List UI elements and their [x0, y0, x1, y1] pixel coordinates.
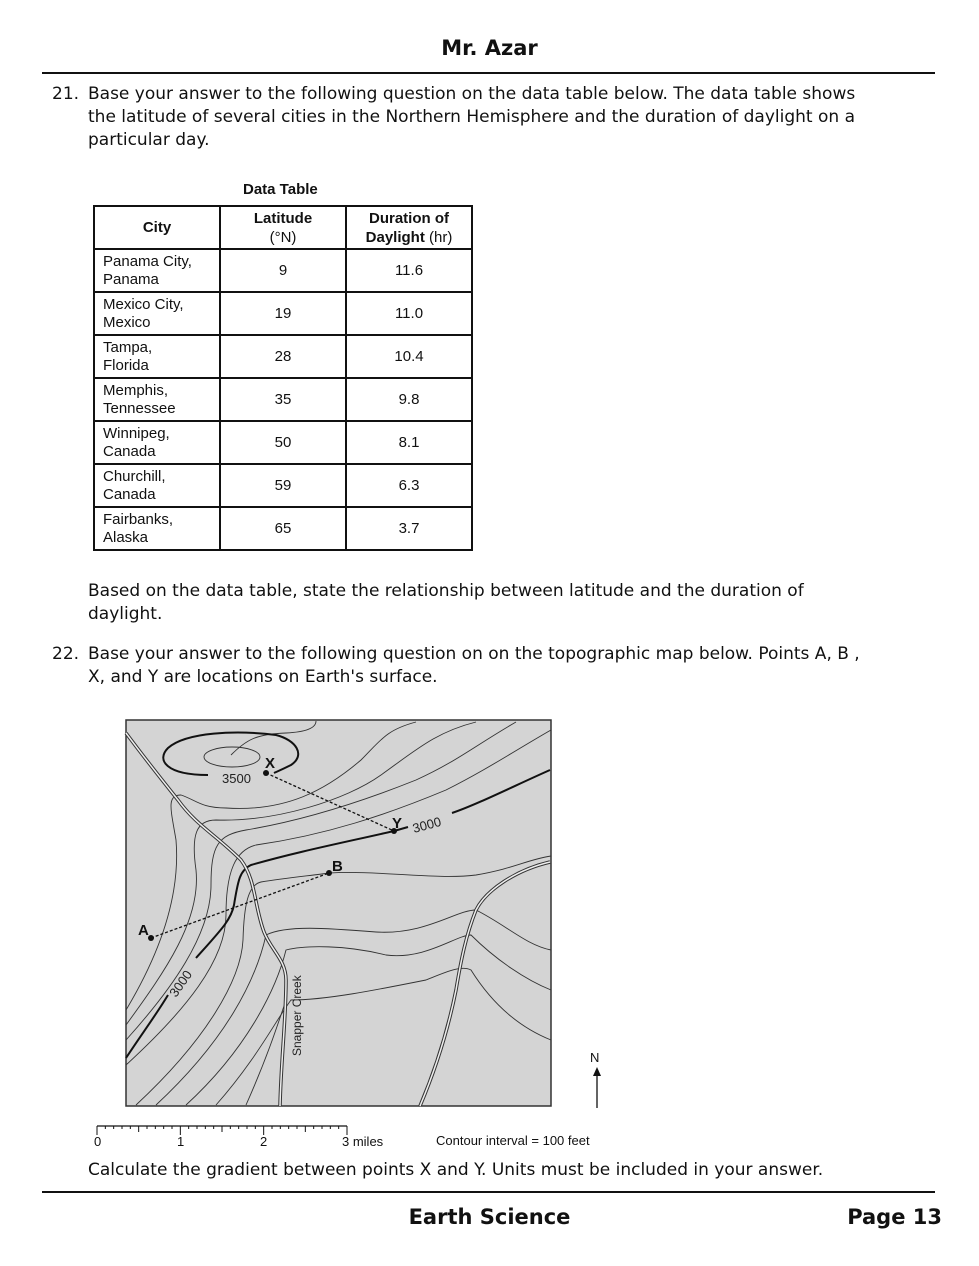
question-number: 21.: [52, 84, 80, 104]
col-duration-2: Daylight: [365, 228, 425, 246]
duration-cell: 6.3: [346, 464, 472, 507]
col-latitude: Latitude: [253, 209, 313, 227]
duration-cell: 3.7: [346, 507, 472, 550]
table-row: [94, 292, 472, 335]
city-region: Canada: [103, 442, 156, 460]
label-snapper-creek: Snapper Creek: [290, 975, 304, 1056]
table-row: [94, 378, 472, 421]
footer-divider: [42, 1191, 935, 1193]
scale-bar: [96, 1124, 352, 1136]
label-y: Y: [392, 815, 403, 832]
col-duration: Duration of: [369, 209, 449, 227]
table-row: [94, 335, 472, 378]
table-header-row: [94, 206, 472, 249]
question-22-prompt: Calculate the gradient between points X and Y. Units must be included in your answer.: [88, 1160, 824, 1180]
north-arrow-icon: [590, 1066, 604, 1110]
duration-cell: 11.0: [346, 292, 472, 335]
col-latitude-unit: (°N): [269, 228, 297, 246]
city-region: Alaska: [103, 528, 149, 546]
city-name: Panama City,: [103, 252, 192, 270]
latitude-cell: 28: [220, 335, 346, 378]
contour-interval: Contour interval = 100 feet: [436, 1133, 590, 1148]
table-row: [94, 507, 472, 550]
topographic-map: [124, 718, 554, 1110]
label-contour-3000-east: 3000: [410, 813, 443, 836]
city-name: Churchill,: [103, 467, 166, 485]
label-contour-3500: 3500: [222, 771, 251, 786]
table-row: [94, 421, 472, 464]
point-a: [148, 935, 154, 941]
city-region: Tennessee: [103, 399, 176, 417]
label-x: X: [265, 755, 276, 772]
label-b: B: [332, 858, 343, 875]
question-number: 22.: [52, 644, 80, 664]
city-name: Mexico City,: [103, 295, 184, 313]
city-name: Winnipeg,: [103, 424, 170, 442]
city-cell: [94, 249, 220, 292]
table-row: [94, 249, 472, 292]
city-cell: [94, 464, 220, 507]
page-number: Page 13: [847, 1205, 942, 1229]
city-region: Florida: [103, 356, 149, 374]
teacher-name: Mr. Azar: [441, 36, 538, 60]
scale-2: 2: [260, 1134, 268, 1149]
latitude-cell: 9: [220, 249, 346, 292]
label-contour-3000-west: 3000: [166, 967, 196, 1000]
scale-0: 0: [94, 1134, 102, 1149]
city-cell: [94, 421, 220, 464]
north-label: N: [590, 1050, 600, 1065]
duration-cell: 8.1: [346, 421, 472, 464]
city-cell: [94, 292, 220, 335]
city-name: Fairbanks,: [103, 510, 174, 528]
latitude-cell: 35: [220, 378, 346, 421]
latitude-cell: 19: [220, 292, 346, 335]
duration-cell: 11.6: [346, 249, 472, 292]
latitude-cell: 50: [220, 421, 346, 464]
question-21-prompt: Based on the data table, state the relationship between latitude and the duration of daylight.: [88, 581, 804, 624]
city-region: Canada: [103, 485, 156, 503]
city-name: Memphis,: [103, 381, 169, 399]
latitude-cell: 65: [220, 507, 346, 550]
scale-3-miles: 3 miles: [342, 1134, 384, 1149]
city-region: Mexico: [103, 313, 151, 331]
col-city: City: [94, 206, 220, 249]
data-table: [93, 205, 473, 551]
duration-cell: 10.4: [346, 335, 472, 378]
city-cell: [94, 378, 220, 421]
question-text: Base your answer to the following question on on the topographic map below. Points A, B , X, and Y are locations on Earth's surface.: [88, 644, 860, 687]
scale-1: 1: [177, 1134, 185, 1149]
latitude-cell: 59: [220, 464, 346, 507]
header-divider: [42, 72, 935, 74]
label-a: A: [138, 922, 149, 939]
city-region: Panama: [103, 270, 159, 288]
table-row: [94, 464, 472, 507]
duration-cell: 9.8: [346, 378, 472, 421]
city-cell: [94, 335, 220, 378]
city-cell: [94, 507, 220, 550]
table-title: Data Table: [243, 181, 318, 198]
question-text: Base your answer to the following question on the data table below. The data table shows the latitude of several cities in the Northern Hemisphere and the duration of daylight on a particular day.: [88, 84, 856, 150]
col-duration-unit: (hr): [424, 228, 453, 246]
city-name: Tampa,: [103, 338, 153, 356]
footer-subject: Earth Science: [408, 1205, 571, 1229]
